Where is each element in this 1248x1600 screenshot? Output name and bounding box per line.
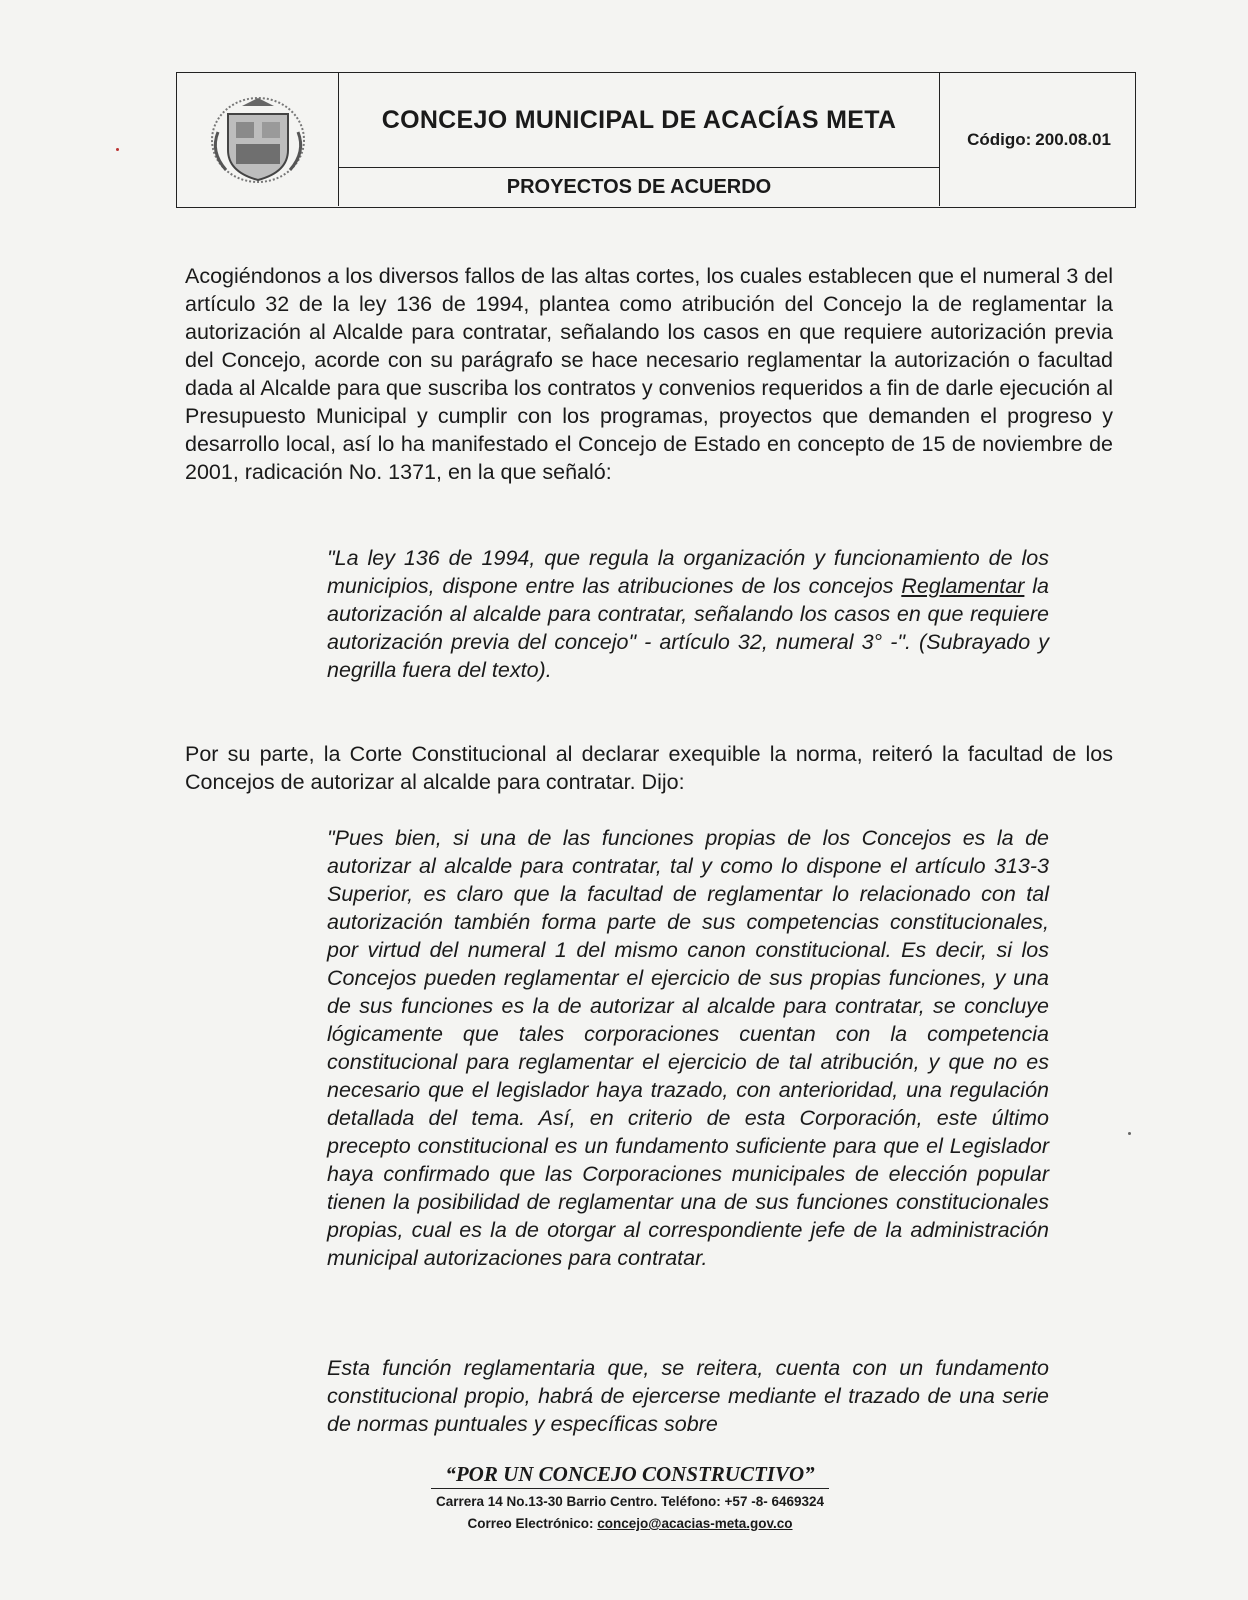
quote-1-before: "La ley 136 de 1994, que regula la organización y funcionamiento de los municipios, dispone entre las atribuciones de los concejos [327, 546, 1049, 598]
footer-address: Carrera 14 No.13-30 Barrio Centro. Teléfono: +57 -8- 6469324 [435, 1494, 825, 1509]
quote-1-underlined: Reglamentar [901, 574, 1025, 598]
quote-3: Esta función reglamentaria que, se reitera, cuenta con un fundamento constitucional propio, habrá de ejercerse mediante el trazado de una serie de normas puntuales y específicas sobre [327, 1356, 1049, 1436]
scan-speck [116, 148, 119, 151]
scan-speck [1128, 1132, 1131, 1135]
logo-cell [177, 73, 339, 206]
email-link[interactable]: concejo@acacias-meta.gov.co [597, 1516, 793, 1531]
document-footer [380, 1462, 880, 1533]
document-code [939, 73, 1134, 206]
header-center [339, 73, 939, 206]
institution-title: CONCEJO MUNICIPAL DE ACACÍAS META [339, 73, 939, 168]
quote-1 [327, 544, 1049, 684]
municipal-coat-of-arms-icon [206, 92, 310, 188]
email-label: Correo Electrónico: [467, 1516, 594, 1531]
paragraph-1: Acogiéndonos a los diversos fallos de las altas cortes, los cuales establecen que el numeral 3 del artículo 32 de la ley 136 de 1994, plantea como atribución del Concejo la de reglamentar la autorización al Alcalde para contratar, señalando los casos en que requiere autorización previa del Concejo, acorde con su parágrafo se hace necesario reglamentar la autorización o facultad dada al Alcalde para que suscriba los contratos y convenios requeridos a fin de darle ejecución al Presupuesto Municipal y cumplir con los programas, proyectos que demanden el progreso y desarrollo local, así lo ha manifestado el Concejo de Estado en concepto de 15 de noviembre de 2001, radicación No. 1371, en la que señaló: [185, 264, 1113, 484]
section-title: PROYECTOS DE ACUERDO [506, 175, 772, 198]
code-label: Código: [967, 129, 1032, 149]
document-header [176, 72, 1136, 208]
footer-email-line [380, 1515, 880, 1533]
footer-motto: “POR UN CONCEJO CONSTRUCTIVO” [431, 1462, 828, 1489]
code-value: 200.08.01 [1035, 129, 1111, 149]
quote-2: "Pues bien, si una de las funciones propias de los Concejos es la de autorizar al alcalde para contratar, tal y como lo dispone el artículo 313-3 Superior, es claro que la facultad de reglamentar lo relacionado con tal autorización también forma parte de sus competencias constitucionales, por virtud del numeral 1 del mismo canon constitucional. Es decir, si los Concejos pueden reglamentar el ejercicio de sus propias funciones, y una de sus funciones es la de autorizar al alcalde para contratar, se concluye lógicamente que tales corporaciones cuentan con la competencia constitucional para reglamentar el ejercicio de tal atribución, y que no es necesario que el legislador haya trazado, con anterioridad, una regulación detallada del tema. Así, en criterio de esta Corporación, este último precepto constitucional es un fundamento suficiente para que el Legislador haya confirmado que las Corporaciones municipales de elección popular tienen la posibilidad de reglamentar una de sus funciones constitucionales propias, cual es la de otorgar al correspondiente jefe de la administración municipal autorizaciones para contratar. [327, 826, 1049, 1270]
quote-1-after: la autorización al alcalde para contratar, señalando los casos en que requiere autorización previa del concejo" - artículo 32, numeral 3° -". (Subrayado y negrilla fuera del texto). [327, 574, 1049, 682]
paragraph-2: Por su parte, la Corte Constitucional al declarar exequible la norma, reiteró la facultad de los Concejos de autorizar al alcalde para contratar. Dijo: [185, 742, 1113, 794]
